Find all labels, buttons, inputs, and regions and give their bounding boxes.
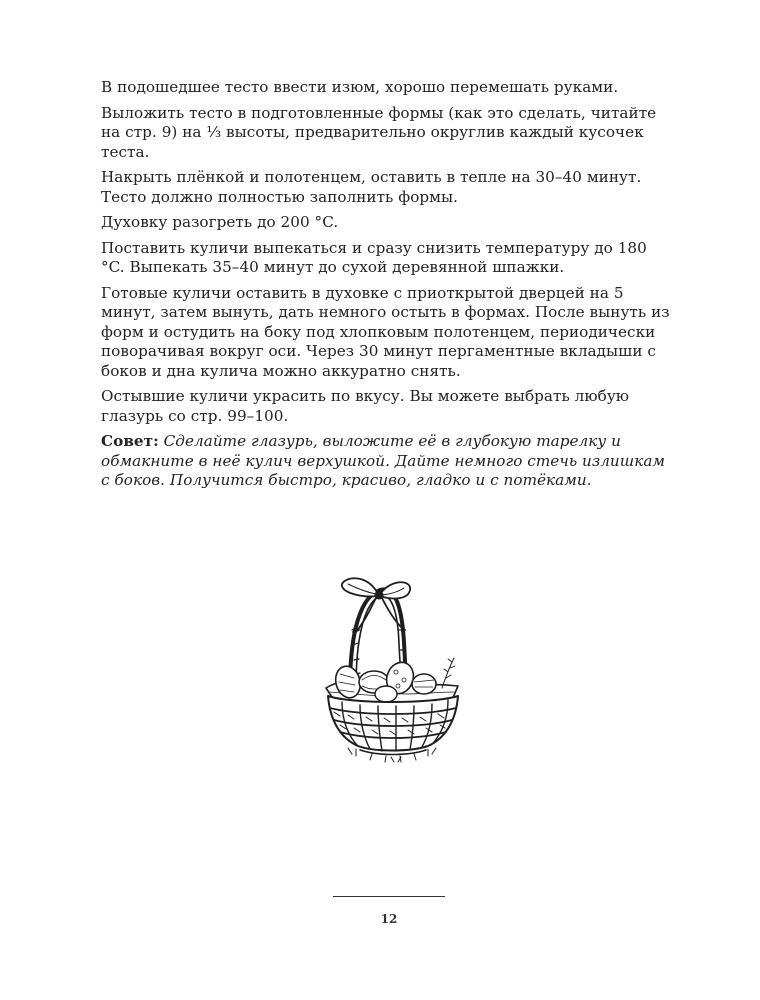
paragraph-bake: Поставить куличи выпекаться и сразу снизить температуру до 180 °C. Выпекать 35–40 минут до сухой деревянной шпажки.	[101, 238, 647, 276]
footer-divider	[333, 896, 445, 897]
paragraph-proof: Накрыть плёнкой и полотенцем, оставить в тепле на 30–40 минут. Тесто должно полностью заполнить формы.	[101, 168, 642, 206]
paragraph-preheat: Духовку разогреть до 200 °C.	[101, 213, 339, 231]
tip-label: Совет:	[101, 432, 159, 450]
paragraph-raisins: В подошедшее тесто ввести изюм, хорошо перемешать руками.	[101, 78, 619, 96]
easter-basket-icon	[312, 570, 472, 780]
tip-text: Сделайте глазурь, выложите её в глубокую тарелку и обмакните в неё кулич верхушкой. Дайте немного стечь излишкам с боков. Получится быстро, красиво, гладко и с потёками.	[101, 432, 666, 489]
page-number: 12	[380, 912, 398, 926]
tip-paragraph	[101, 432, 671, 491]
paragraph-fill-forms: Выложить тесто в подготовленные формы (как это сделать, читайте на стр. 9) на ⅓ высоты, предварительно округлив каждый кусочек теста.	[101, 103, 657, 161]
recipe-text	[101, 78, 671, 497]
paragraph-decorate: Остывшие куличи украсить по вкусу. Вы можете выбрать любую глазурь со стр. 99–100.	[101, 387, 630, 425]
paragraph-cool: Готовые куличи оставить в духовке с приоткрытой дверцей на 5 минут, затем вынуть, дать немного остыть в формах. После вынуть из форм и остудить на боку под хлопковым полотенцем, периодически поворачивая вокруг оси. Через 30 минут пергаментные вкладыши с боков и дна кулича можно аккуратно снять.	[101, 283, 670, 380]
